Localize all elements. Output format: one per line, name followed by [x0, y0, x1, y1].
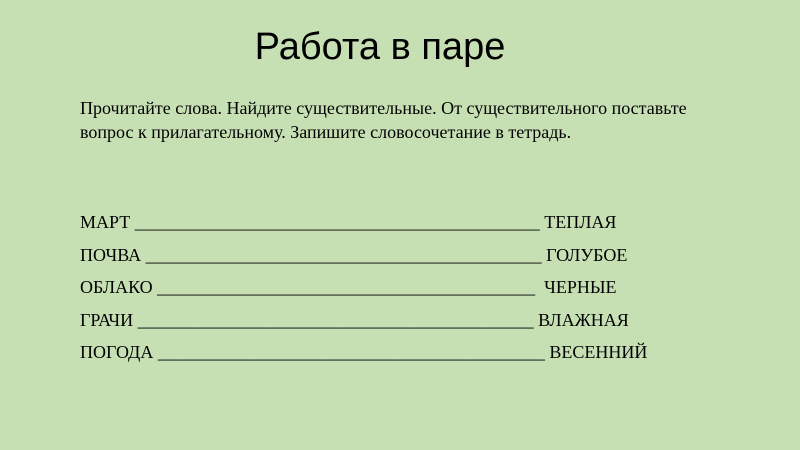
- answer-line: ___________________________________________: [153, 342, 550, 362]
- slide-title: Работа в паре: [254, 26, 506, 68]
- answer-line: _____________________________________________: [130, 212, 545, 232]
- noun-word: МАРТ: [80, 212, 131, 232]
- noun-word: ОБЛАКО: [80, 277, 153, 297]
- adjective-word: ГОЛУБОЕ: [546, 244, 628, 265]
- answer-line: ____________________________________________: [133, 309, 539, 330]
- noun-word: ПОЧВА: [80, 244, 142, 265]
- answer-line: ____________________________________________: [141, 244, 547, 265]
- adjective-word: ЧЕРНЫЕ: [544, 277, 617, 297]
- adjective-word: ТЕПЛАЯ: [544, 212, 617, 232]
- word-pair-row: [80, 239, 740, 272]
- noun-word: ПОГОДА: [80, 342, 154, 362]
- noun-word: ГРАЧИ: [80, 309, 134, 330]
- word-pair-row: [80, 304, 740, 337]
- word-pair-row: [80, 206, 740, 239]
- instructions-text: Прочитайте слова. Найдите существительные. От существительного поставьте вопрос к прилагательному. Запишите словосочетание в тетрадь.: [80, 98, 687, 142]
- adjective-word: ВЕСЕННИЙ: [549, 342, 648, 362]
- answer-line: __________________________________________: [152, 277, 545, 297]
- word-pair-row: [80, 336, 740, 369]
- word-pairs-list: [80, 206, 740, 369]
- word-pair-row: [80, 271, 740, 304]
- adjective-word: ВЛАЖНАЯ: [538, 309, 629, 330]
